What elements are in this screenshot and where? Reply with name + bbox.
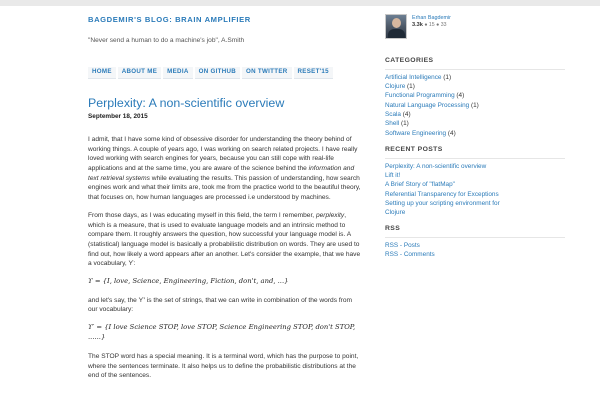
profile-name[interactable]: Erhan Bagdemir bbox=[412, 15, 451, 21]
list-item bbox=[385, 190, 513, 199]
category-link[interactable]: Software Engineering bbox=[385, 129, 447, 137]
categories-list bbox=[385, 73, 495, 138]
paragraph-strings: and let's say, the ϒ′ is the set of strings, that we can write in combination of the words from our vocabulary: bbox=[88, 296, 353, 314]
list-item bbox=[385, 110, 495, 119]
recent-post-link[interactable]: Referential Transparency for Exceptions bbox=[385, 190, 499, 198]
category-link[interactable]: Scala bbox=[385, 110, 401, 118]
rss-list bbox=[385, 241, 565, 260]
nav-home[interactable]: HOME bbox=[88, 67, 116, 79]
paragraph-perplexity-text-a: From those days, as I was educating myself in this field, the term I remember, bbox=[88, 211, 316, 219]
nav-on-github[interactable]: ON GITHUB bbox=[195, 67, 240, 79]
categories-title: CATEGORIES bbox=[385, 56, 565, 70]
category-count: (1) bbox=[470, 101, 479, 109]
post-content bbox=[88, 135, 362, 389]
list-item bbox=[385, 241, 565, 250]
category-link[interactable]: Shell bbox=[385, 120, 400, 128]
site-tagline: "Never send a human to do a machine's job", A.Smith bbox=[88, 37, 245, 44]
category-count: (1) bbox=[407, 83, 415, 91]
category-count: (4) bbox=[402, 110, 411, 118]
math-vocabulary: ϒ = {I, love, Science, Engineering, Fiction, don't, and, ...} bbox=[88, 276, 289, 285]
paragraph-stop-word: The STOP word has a special meaning. It is a terminal word, which has the purpose to point, where the sentences terminate. It also helps us to define the probabilistic distributions at the end of the sentences. bbox=[88, 352, 359, 380]
profile-badges: ● 15 ● 33 bbox=[424, 22, 447, 29]
rss-comments-link[interactable]: RSS - Comments bbox=[385, 251, 435, 259]
categories-widget bbox=[385, 56, 565, 138]
nav-reset15[interactable]: RESET'15 bbox=[294, 67, 333, 79]
category-count: (1) bbox=[401, 120, 409, 128]
list-item bbox=[385, 180, 513, 189]
category-count: (4) bbox=[456, 92, 465, 100]
site-title[interactable]: BAGDEMIR'S BLOG: BRAIN AMPLIFIER bbox=[88, 15, 251, 24]
category-link[interactable]: Artificial Intelligence bbox=[385, 73, 442, 81]
sidebar bbox=[385, 14, 565, 260]
recent-post-link[interactable]: Perplexity: A non-scientific overview bbox=[385, 162, 487, 170]
post-date: September 18, 2015 bbox=[88, 113, 148, 120]
paragraph-perplexity-emphasis: perplexity bbox=[315, 211, 345, 219]
list-item bbox=[385, 101, 495, 110]
list-item bbox=[385, 162, 513, 171]
recent-post-link[interactable]: Setting up your scripting environment for Clojure bbox=[385, 199, 500, 217]
rss-posts-link[interactable]: RSS - Posts bbox=[385, 242, 420, 250]
recent-post-link[interactable]: Lift it! bbox=[385, 171, 401, 179]
list-item bbox=[385, 199, 513, 218]
category-link[interactable]: Clojure bbox=[385, 83, 406, 91]
category-count: (1) bbox=[443, 73, 452, 81]
nav-on-twitter[interactable]: ON TWITTER bbox=[242, 67, 292, 79]
list-item bbox=[385, 129, 495, 138]
main-column bbox=[88, 14, 364, 380]
category-link[interactable]: Natural Language Processing bbox=[385, 101, 470, 109]
recent-posts-list bbox=[385, 162, 565, 218]
paragraph-intro bbox=[88, 135, 362, 203]
nav-about-me[interactable]: ABOUT ME bbox=[118, 67, 161, 79]
rss-widget bbox=[385, 224, 565, 259]
avatar[interactable] bbox=[385, 14, 407, 39]
list-item bbox=[385, 82, 495, 91]
category-link[interactable]: Functional Programming bbox=[385, 92, 455, 100]
top-admin-bar bbox=[0, 0, 600, 6]
stackoverflow-profile-badge[interactable] bbox=[385, 14, 565, 39]
paragraph-intro-emphasis: information and text retrieval systems bbox=[88, 165, 355, 182]
post-title[interactable]: Perplexity: A non-scientific overview bbox=[88, 96, 285, 110]
paragraph-perplexity bbox=[88, 211, 362, 269]
recent-post-link[interactable]: A Brief Story of "flatMap" bbox=[385, 181, 455, 189]
list-item bbox=[385, 91, 495, 100]
recent-posts-widget bbox=[385, 145, 565, 218]
profile-stats bbox=[412, 22, 451, 29]
recent-posts-title: RECENT POSTS bbox=[385, 145, 565, 159]
profile-reputation: 3.3k bbox=[412, 22, 423, 29]
profile-info bbox=[412, 14, 451, 29]
list-item bbox=[385, 250, 565, 259]
main-navigation bbox=[88, 67, 364, 79]
nav-media[interactable]: MEDIA bbox=[163, 67, 192, 79]
list-item bbox=[385, 171, 513, 180]
list-item bbox=[385, 119, 495, 128]
rss-title: RSS bbox=[385, 224, 565, 238]
math-strings-set: ϒ′ = {I love Science STOP, love STOP, Science Engineering STOP, don't STOP, ......} bbox=[88, 323, 356, 341]
category-count: (4) bbox=[447, 129, 456, 137]
list-item bbox=[385, 73, 495, 82]
paragraph-perplexity-text-b: , which is a measure, that is used to evaluate language models and an intrinsic method to compare them. It roughly answers the question, how successful your language model is. A (statistical) language model is basically a probabilistic distribution on words. They are used to find out, how likely a word appears after an another. Let's consider the example, that we have a vocabulary, ϒ: bbox=[88, 211, 361, 268]
paragraph-intro-text-a: I admit, that I have some kind of obsessive disorder for understanding the theory behind of working things. A couple of years ago, I was working on search related projects. I have really loved working with search engines for years, because you can still cope with real-life applications and at the same time, you are aware of the science behind the bbox=[88, 136, 358, 173]
paragraph-intro-text-b: while evaluating the results. This passion of understanding, how search engines work and what their limits are, took me from the practice world to the beautiful theory, that focuses on, how human languages are processed i.e understood by machines. bbox=[88, 174, 361, 202]
